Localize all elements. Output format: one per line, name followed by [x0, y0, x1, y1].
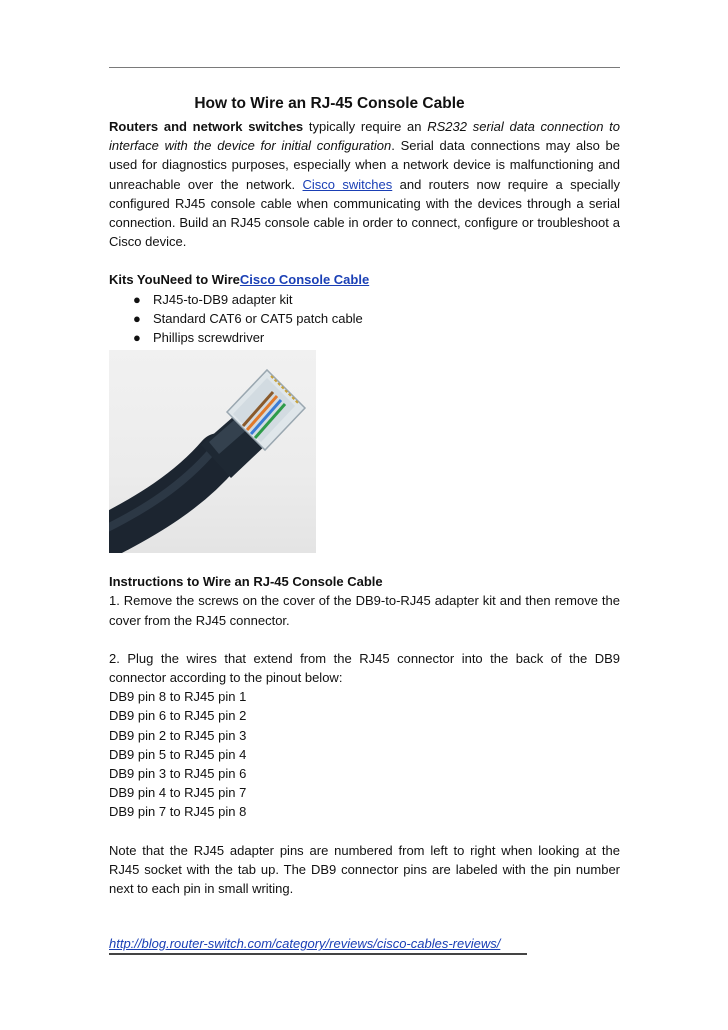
list-item: DB9 pin 2 to RJ45 pin 3 [109, 727, 247, 743]
list-item: DB9 pin 3 to RJ45 pin 6 [109, 766, 247, 782]
list-item: DB9 pin 6 to RJ45 pin 2 [109, 708, 247, 724]
list-item [129, 328, 620, 347]
rj45-cable-photo [109, 350, 316, 553]
intro-bold-lead: Routers and network switches [109, 119, 304, 134]
kit-item-label: Phillips screwdriver [153, 330, 265, 346]
list-item: DB9 pin 4 to RJ45 pin 7 [109, 785, 247, 801]
list-item: DB9 pin 7 to RJ45 pin 8 [109, 804, 247, 820]
footer-rule [109, 953, 527, 955]
step-2: 2. Plug the wires that extend from the RJ45 connector into the back of the DB9 connector according to the pinout below: [109, 650, 620, 686]
step-1: 1. Remove the screws on the cover of the DB9-to-RJ45 adapter kit and then remove the cover from the RJ45 connector. [109, 593, 620, 628]
pin-note: Note that the RJ45 adapter pins are numbered from left to right when looking at the RJ45 socket with the tab up. The DB9 connector pins are labeled with the pin number next to each pin in small writing. [109, 842, 620, 897]
list-item [129, 290, 620, 309]
kit-item-label: RJ45-to-DB9 adapter kit [153, 291, 293, 307]
intro-text-1: typically require an [303, 119, 428, 134]
rj45-cable-illustration [109, 350, 316, 553]
cisco-switches-link[interactable]: Cisco switches [302, 176, 393, 192]
source-url-link[interactable]: http://blog.router-switch.com/category/reviews/cisco-cables-reviews/ [109, 936, 501, 951]
page-title: How to Wire an RJ-45 Console Cable [194, 95, 465, 112]
list-item: DB9 pin 8 to RJ45 pin 1 [109, 689, 247, 705]
intro-paragraph [109, 117, 620, 251]
source-footer [109, 936, 500, 951]
kits-heading [109, 270, 620, 289]
bullet-icon: ● [133, 310, 141, 326]
intro-italic: RS232 serial data connection to interface with the device for initial configuration [109, 119, 620, 154]
kit-item-label: Standard CAT6 or CAT5 patch cable [153, 310, 363, 326]
list-item [129, 309, 620, 328]
article-body [109, 93, 620, 898]
bullet-icon: ● [133, 330, 141, 346]
kits-list [109, 290, 620, 348]
list-item: DB9 pin 5 to RJ45 pin 4 [109, 746, 247, 762]
cisco-console-cable-link[interactable]: Cisco Console Cable [239, 272, 370, 288]
pinout-list [109, 687, 620, 821]
intro-text-2: . Serial data connections may also be used for diagnostics purposes, especially when a network device is malfunctioning and unreachable over the network. [109, 138, 620, 192]
bullet-icon: ● [133, 291, 141, 307]
kits-heading-text: Kits YouNeed to Wire [109, 272, 240, 288]
intro-text-3: and routers now require a specially configured RJ45 console cable when communicating with the devices through a serial connection. Build an RJ45 console cable in order to connect, configure or troubleshoot a Cisco device. [109, 176, 620, 250]
header-rule [109, 67, 620, 68]
instructions-heading: Instructions to Wire an RJ-45 Console Cable [109, 574, 383, 590]
